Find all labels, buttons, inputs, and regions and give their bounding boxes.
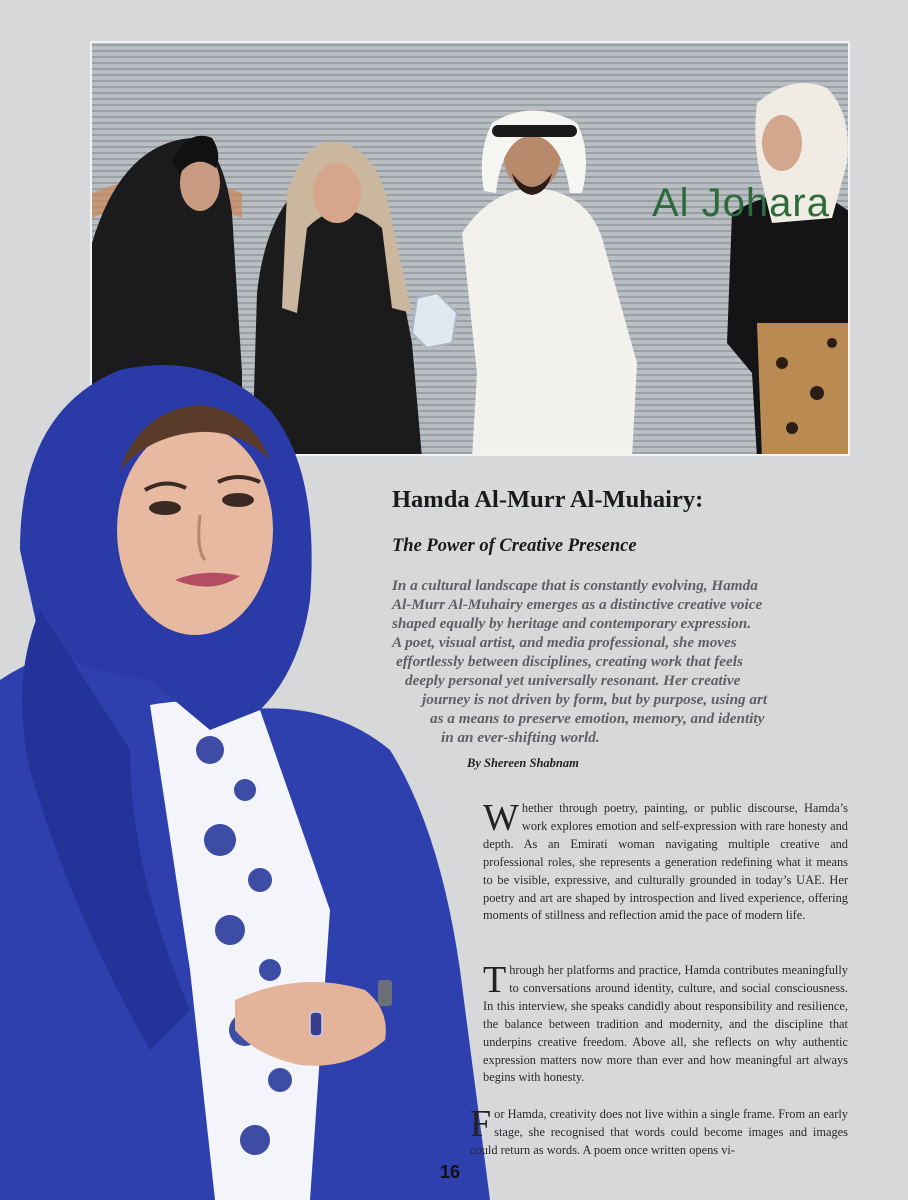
intro-line: deeply personal yet universally resonant. Her creative [405,672,741,689]
drop-cap: T [483,959,507,1001]
intro-line: A poet, visual artist, and media professional, she moves [392,634,737,651]
event-banner-logo: Al Johara [652,181,830,225]
paragraph-text: hether through poetry, painting, or public discourse, Hamda’s work explores emotion and self-expression with rare honesty and depth. As an Emirati woman navigating multiple creative and professional roles, she represents a generation redefining what it means to be visible, expressive, and culturally grounded in today’s UAE. Her poetry and art are shaped by introspection and lived experience, offering moments of stillness and reflection amid the pace of modern life. [483,801,848,923]
body-paragraph [470,1103,848,1160]
drop-cap: W [483,797,519,839]
intro-line: shaped equally by heritage and contemporary expression. [392,615,752,632]
body-paragraph [483,959,848,1087]
intro-line: effortlessly between disciplines, creating work that feels [396,653,743,670]
intro-line: journey is not driven by form, but by purpose, using art [422,691,768,708]
portrait-photo [0,350,490,1200]
article-headline: Hamda Al-Murr Al-Muhairy: [392,486,704,513]
intro-line: in an ever-shifting world. [441,729,600,746]
page-number: 16 [440,1162,461,1182]
intro-line: In a cultural landscape that is constantly evolving, Hamda [392,577,758,594]
body-paragraph [483,797,848,925]
intro-line: Al-Murr Al-Muhairy emerges as a distinctive creative voice [392,596,763,613]
drop-cap: F [470,1103,492,1145]
article-subheadline: The Power of Creative Presence [392,536,637,556]
paragraph-text: hrough her platforms and practice, Hamda contributes meaningfully to conversations around identity, culture, and social consciousness. In this interview, she speaks candidly about responsibility and resilience, the balance between tradition and modernity, and the discipline that underpins creative freedom. Above all, she reflects on why authentic expression matters now more than ever and how meaningful art always begins with honesty. [483,963,848,1085]
article-byline: By Shereen Shabnam [467,756,579,770]
intro-line: as a means to preserve emotion, memory, and identity [430,710,765,727]
paragraph-text: or Hamda, creativity does not live within a single frame. From an early stage, she recognised that words could become images and images could return as words. A poem once written opens vi- [470,1107,848,1157]
